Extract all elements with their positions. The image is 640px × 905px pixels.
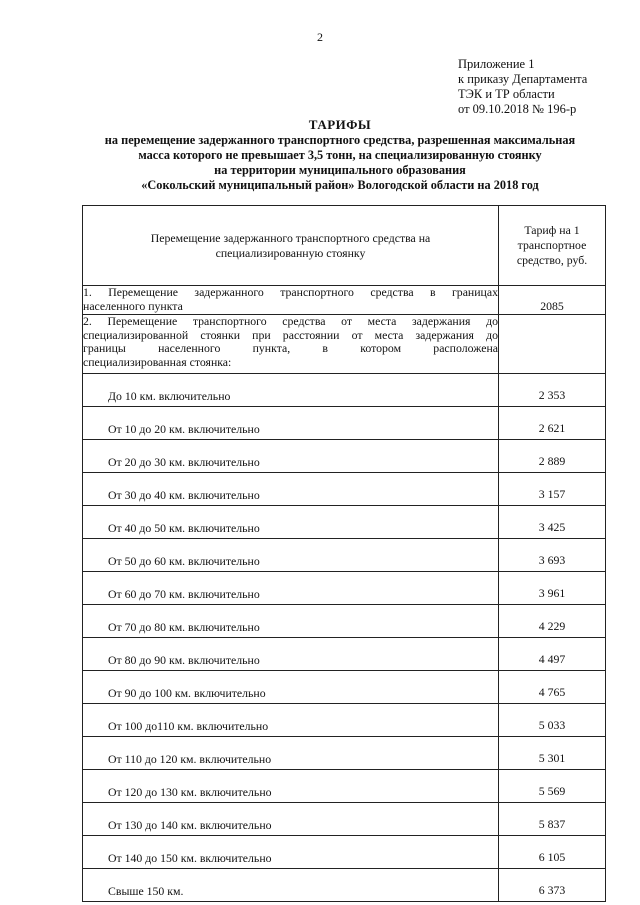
table-header-row: [83, 206, 606, 286]
appendix-note: [458, 57, 587, 117]
appendix-line: к приказу Департамента: [458, 72, 588, 86]
section-2-value: [499, 315, 606, 374]
table-row: [83, 440, 606, 473]
header-desc-line: Перемещение задержанного транспортного средства на: [150, 230, 431, 245]
subtitle-line: «Сокольский муниципальный район» Вологодской области на 2018 год: [141, 178, 539, 192]
distance-range-label: От 90 до 100 км. включительно: [83, 671, 499, 704]
distance-range-label: От 60 до 70 км. включительно: [83, 572, 499, 605]
subtitle-line: на территории муниципального образования: [214, 163, 466, 177]
table-row: [83, 506, 606, 539]
section-1-value: 2085: [499, 286, 606, 315]
tariff-value: 4 229: [499, 605, 606, 638]
tariff-value: 2 621: [499, 407, 606, 440]
section-1-description: [83, 286, 499, 315]
distance-range-label: От 110 до 120 км. включительно: [83, 737, 499, 770]
tariff-value: 2 353: [499, 374, 606, 407]
table-row: [83, 836, 606, 869]
appendix-line: ТЭК и ТР области: [458, 87, 555, 101]
section-1-line: 1. Перемещение задержанного транспортного средства в границах: [83, 285, 498, 299]
tariff-value: 4 765: [499, 671, 606, 704]
header-tariff-line: транспортное: [517, 238, 587, 252]
table-row: [83, 869, 606, 902]
table-row: [83, 770, 606, 803]
tariff-value: 2 889: [499, 440, 606, 473]
section-2-description: [83, 315, 499, 374]
section-1-line: населенного пункта: [83, 298, 183, 313]
distance-range-label: От 20 до 30 км. включительно: [83, 440, 499, 473]
distance-range-label: От 30 до 40 км. включительно: [83, 473, 499, 506]
tariff-value: 4 497: [499, 638, 606, 671]
tariff-table: [82, 205, 606, 902]
table-row: [83, 539, 606, 572]
section-2-line: специализированной стоянки при расстоянии от места задержания до: [83, 327, 498, 342]
header-description: [83, 206, 499, 286]
subtitle-line: на перемещение задержанного транспортного средства, разрешенная максимальная: [104, 133, 576, 147]
table-row: [83, 737, 606, 770]
table-row: [83, 671, 606, 704]
appendix-line: от 09.10.2018 № 196-р: [458, 102, 577, 116]
tariff-value: 3 425: [499, 506, 606, 539]
subtitle-line: масса которого не превышает 3,5 тонн, на специализированную стоянку: [138, 148, 542, 162]
distance-range-label: От 10 до 20 км. включительно: [83, 407, 499, 440]
tariff-value: 6 373: [499, 869, 606, 902]
table-row: [83, 638, 606, 671]
distance-range-label: От 70 до 80 км. включительно: [83, 605, 499, 638]
table-row: [83, 473, 606, 506]
table-row: [83, 374, 606, 407]
section-2-line: границы населенного пункта, в котором расположена: [83, 341, 498, 355]
distance-range-label: От 140 до 150 км. включительно: [83, 836, 499, 869]
tariff-value: 5 569: [499, 770, 606, 803]
header-tariff-line: средство, руб.: [516, 253, 588, 267]
distance-range-label: От 50 до 60 км. включительно: [83, 539, 499, 572]
distance-range-label: До 10 км. включительно: [83, 374, 499, 407]
tariff-value: 5 033: [499, 704, 606, 737]
header-tariff-line: Тариф на 1: [524, 223, 580, 237]
page-number: 2: [317, 30, 323, 44]
table-row: [83, 407, 606, 440]
distance-range-label: От 120 до 130 км. включительно: [83, 770, 499, 803]
section-1-row: [83, 286, 606, 315]
table-row: [83, 572, 606, 605]
appendix-line: Приложение 1: [458, 57, 535, 71]
table-row: [83, 605, 606, 638]
document-heading: [60, 117, 620, 193]
distance-range-label: От 100 до110 км. включительно: [83, 704, 499, 737]
section-2-line: 2. Перемещение транспортного средства от места задержания до: [83, 314, 498, 328]
distance-range-label: От 130 до 140 км. включительно: [83, 803, 499, 836]
tariff-value: 6 105: [499, 836, 606, 869]
distance-range-label: От 40 до 50 км. включительно: [83, 506, 499, 539]
section-2-row: [83, 315, 606, 374]
tariff-value: 5 837: [499, 803, 606, 836]
tariff-value: 3 693: [499, 539, 606, 572]
distance-range-label: От 80 до 90 км. включительно: [83, 638, 499, 671]
tariff-value: 3 961: [499, 572, 606, 605]
distance-range-label: Свыше 150 км.: [83, 869, 499, 902]
tariff-value: 5 301: [499, 737, 606, 770]
table-row: [83, 803, 606, 836]
header-desc-line: специализированную стоянку: [215, 245, 366, 260]
section-2-line: специализированная стоянка:: [83, 354, 232, 369]
document-title: ТАРИФЫ: [308, 117, 372, 132]
table-row: [83, 704, 606, 737]
header-tariff: [499, 206, 606, 286]
tariff-value: 3 157: [499, 473, 606, 506]
